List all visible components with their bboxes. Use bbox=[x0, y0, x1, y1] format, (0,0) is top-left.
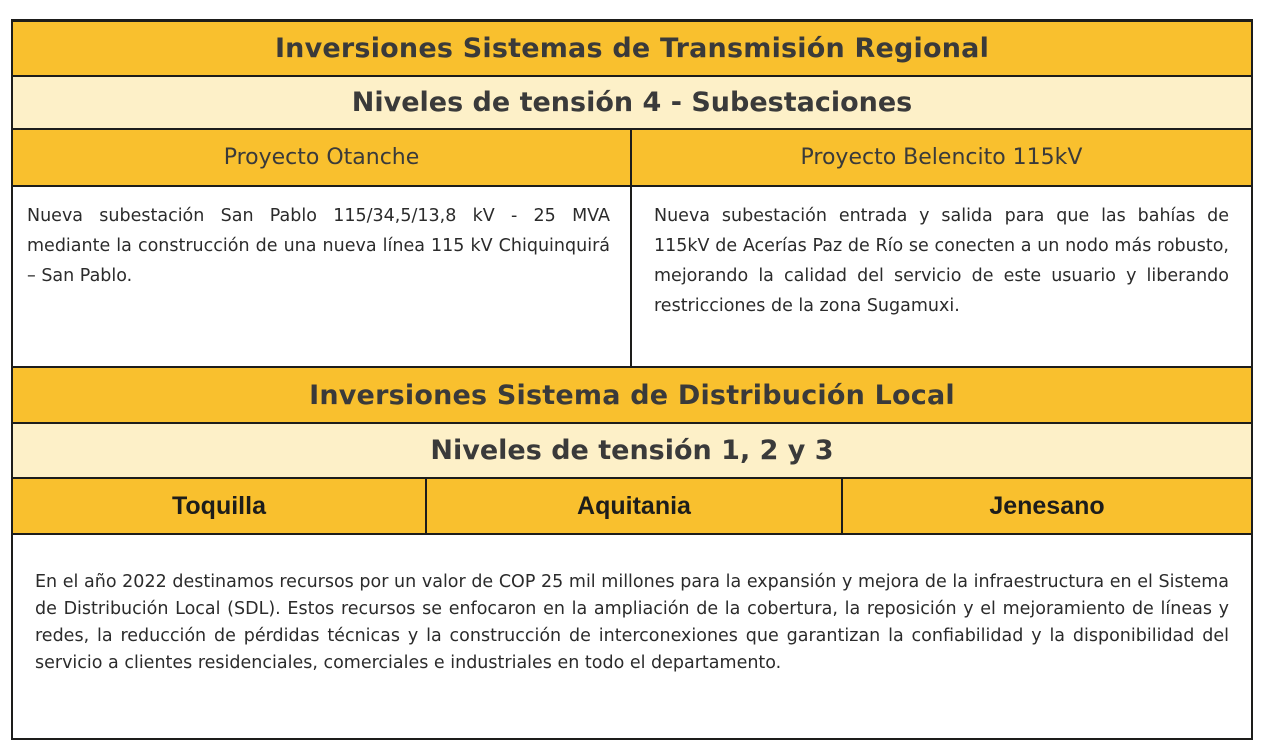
sdl-paragraph-row bbox=[13, 535, 1251, 738]
sdl-subtitle-row bbox=[13, 424, 1251, 479]
project-label: Proyecto Belencito 115kV bbox=[800, 145, 1083, 170]
project-description-belencito bbox=[630, 187, 1251, 366]
town-label: Aquitania bbox=[577, 491, 691, 520]
town-cell-aquitania bbox=[425, 479, 841, 533]
town-header-row bbox=[13, 479, 1251, 535]
project-header-belencito bbox=[630, 130, 1251, 185]
project-description-otanche bbox=[13, 187, 630, 366]
str-title: Inversiones Sistemas de Transmisión Regional bbox=[274, 33, 990, 64]
town-label: Jenesano bbox=[989, 491, 1105, 520]
town-cell-toquilla bbox=[13, 479, 425, 533]
str-subtitle-row bbox=[13, 77, 1251, 130]
project-header-row bbox=[13, 130, 1251, 187]
town-label: Toquilla bbox=[172, 491, 266, 520]
project-label: Proyecto Otanche bbox=[223, 145, 420, 170]
sdl-title: Inversiones Sistema de Distribución Local bbox=[309, 379, 955, 411]
sdl-subtitle: Niveles de tensión 1, 2 y 3 bbox=[430, 435, 834, 466]
town-cell-jenesano bbox=[841, 479, 1251, 533]
str-subtitle: Niveles de tensión 4 - Subestaciones bbox=[351, 87, 913, 118]
str-title-row bbox=[13, 22, 1251, 77]
project-description-row bbox=[13, 187, 1251, 368]
sdl-title-row bbox=[13, 368, 1251, 424]
project-description: Nueva subestación entrada y salida para que las bahías de 115kV de Acerías Paz de Río se conecten a un nodo más robusto, mejorando la calidad del servicio de este usuario y liberando restricciones de la zona Sugamuxi. bbox=[654, 206, 1229, 316]
project-header-otanche bbox=[13, 130, 630, 185]
project-description: Nueva subestación San Pablo 115/34,5/13,8 kV - 25 MVA mediante la construcción de una nueva línea 115 kV Chiquinquirá – San Pablo. bbox=[27, 206, 610, 286]
sdl-paragraph: En el año 2022 destinamos recursos por un valor de COP 25 mil millones para la expansión y mejora de la infraestructura en el Sistema de Distribución Local (SDL). Estos recursos se enfocaron en la ampliación de la cobertura, la reposición y el mejoramiento de líneas y redes, la reducción de pérdidas técnicas y la construcción de interconexiones que garantizan la confiabilidad y la disponibilidad del servicio a clientes residenciales, comerciales e industriales en todo el departamento. bbox=[35, 572, 1229, 673]
